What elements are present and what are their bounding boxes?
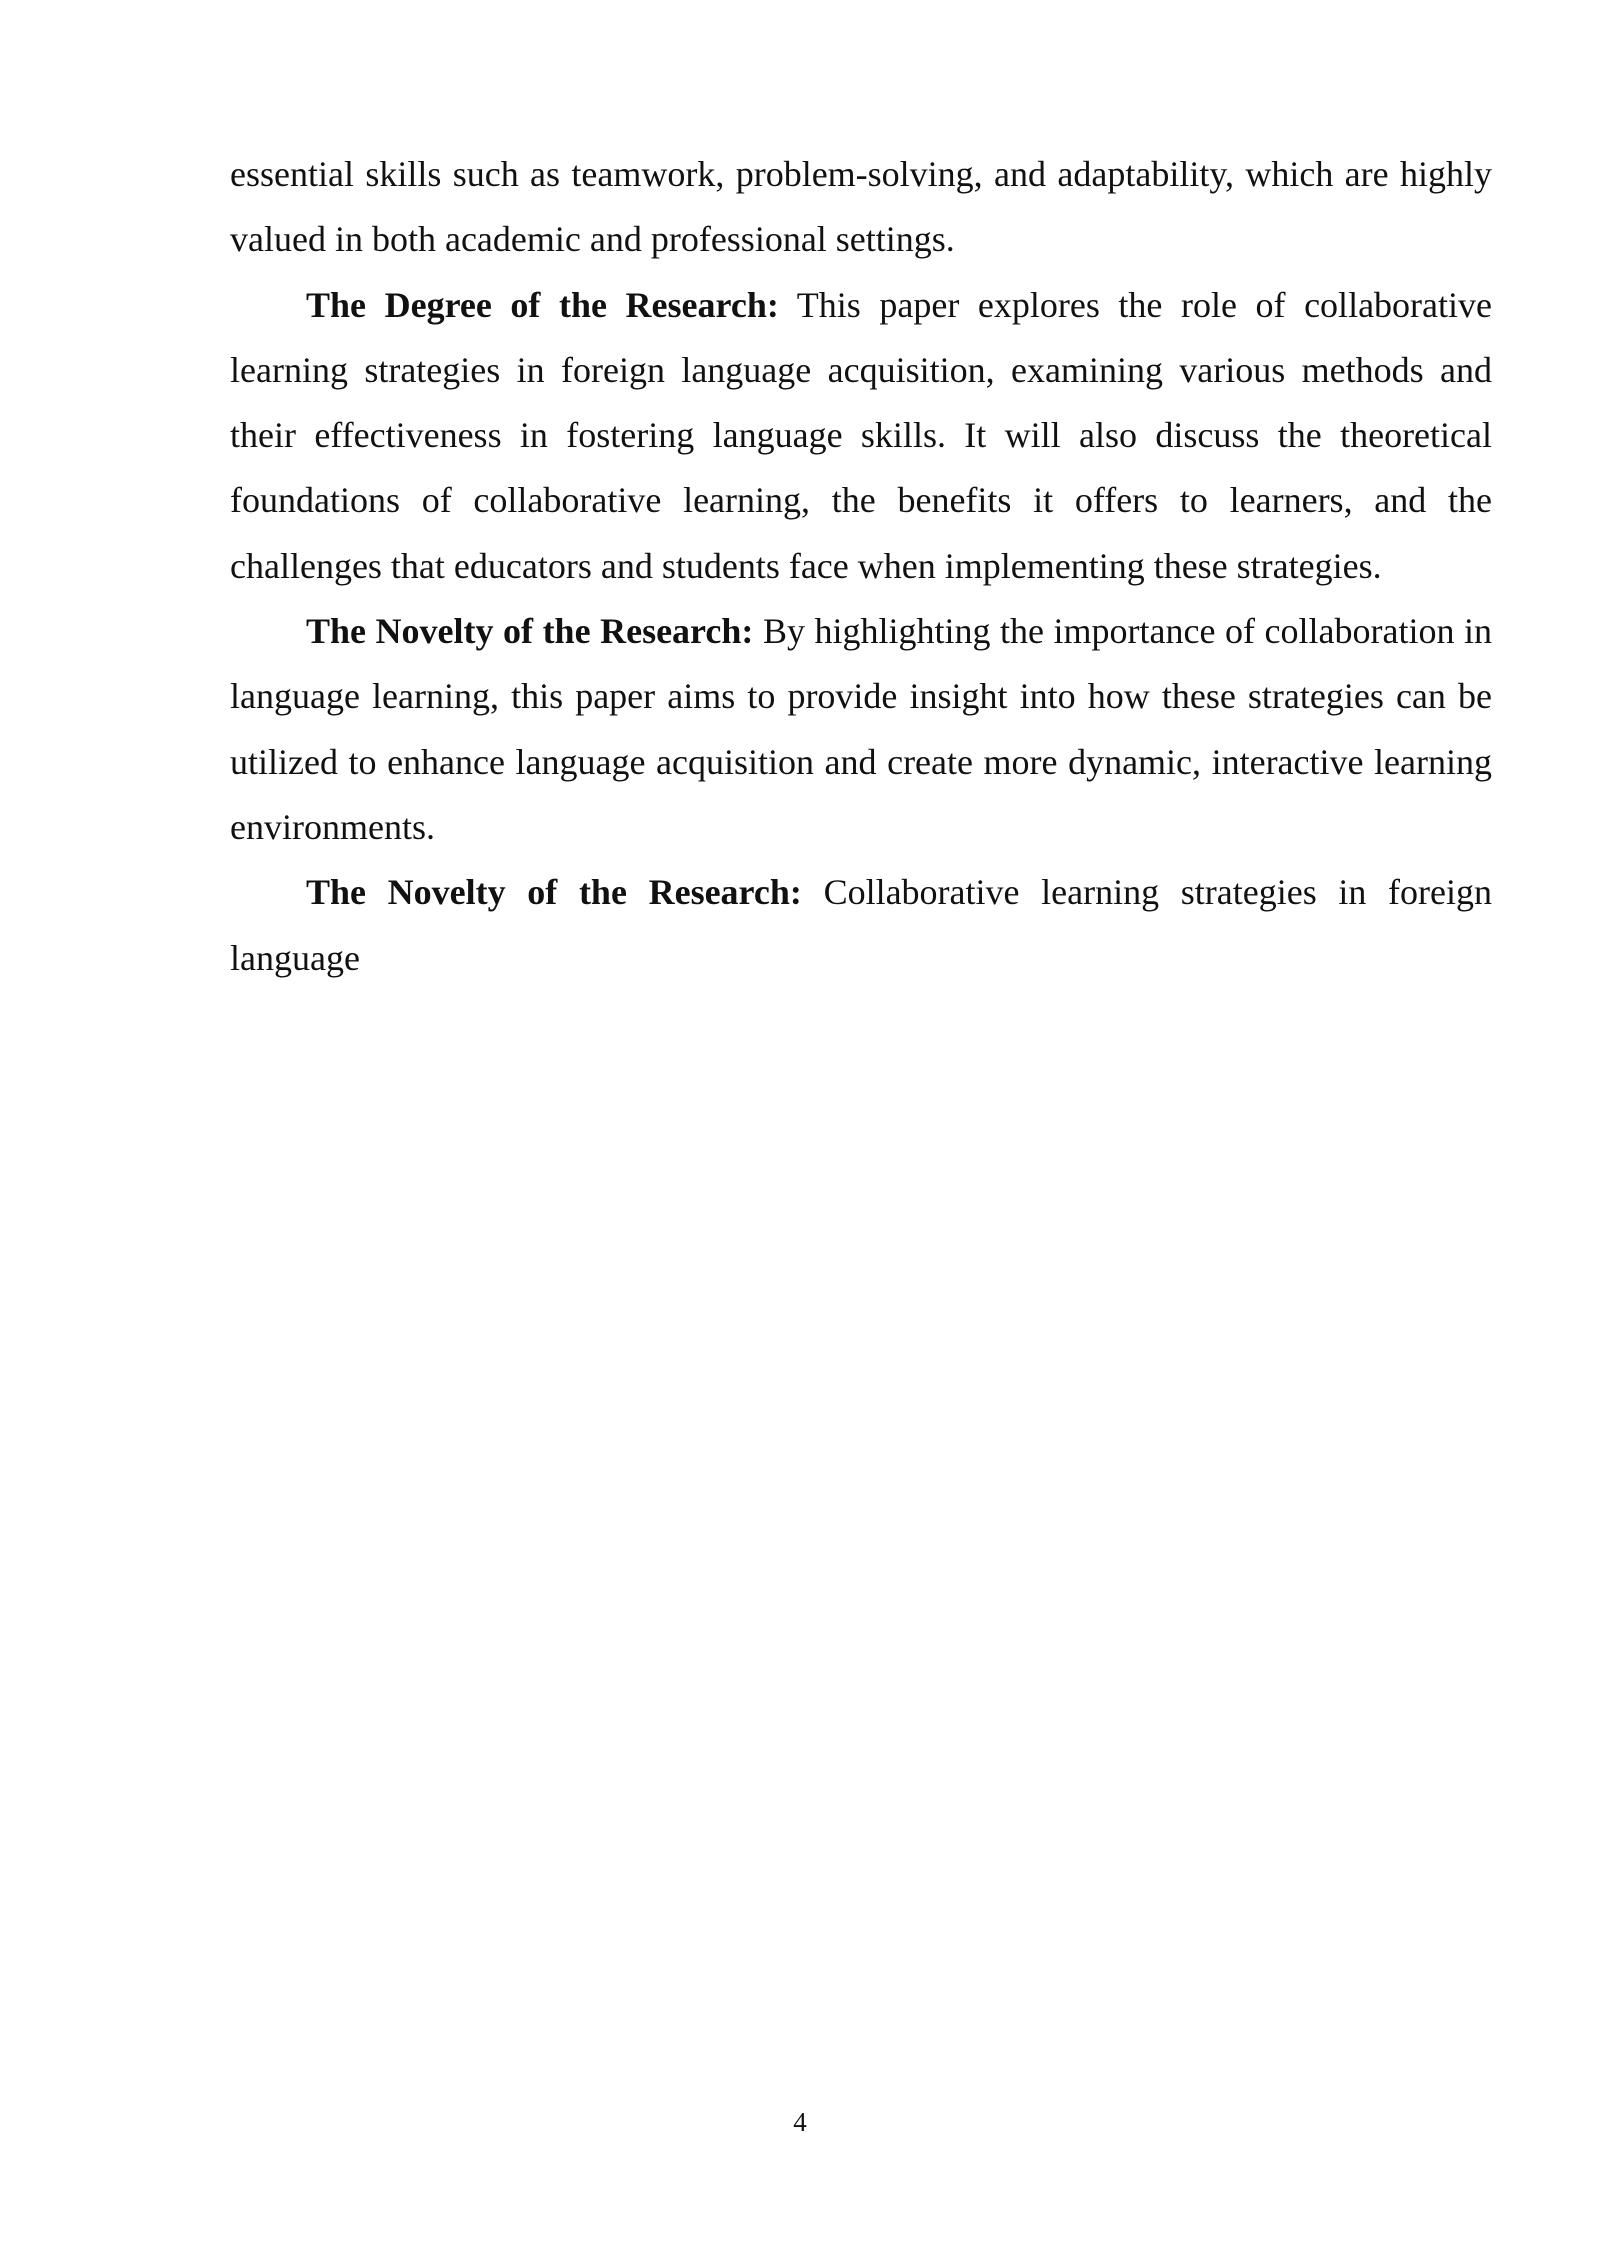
paragraph-degree-of-research (230, 273, 1492, 599)
paragraph-text: By highlighting the importance of collaboration in language learning, this paper aims to provide insight into how these strategies can be utilized to enhance language acquisition and create more dynamic, interactive learning environments. (230, 611, 1493, 847)
paragraph-novelty-of-research-2 (230, 860, 1492, 991)
paragraph-heading: The Degree of the Research: (306, 284, 779, 325)
paragraph-heading: The Novelty of the Research: (306, 872, 802, 913)
paragraph-novelty-of-research (230, 599, 1492, 860)
paragraph-heading: The Novelty of the Research: (306, 611, 754, 652)
paragraph-text: essential skills such as teamwork, problem-solving, and adaptability, which are highly valued in both academic and professional settings. (230, 154, 1492, 260)
paragraph-text: This paper explores the role of collaborative learning strategies in foreign language acquisition, examining various methods and their effectiveness in fostering language skills. It will also discuss the theoretical foundations of collaborative learning, the benefits it offers to learners, and the challenges that educators and students face when implementing these strategies. (230, 284, 1492, 586)
paragraph-text: Collaborative learning strategies in foreign language (230, 872, 1493, 978)
page-number: 4 (793, 2107, 807, 2137)
paragraph-continuation (230, 142, 1492, 273)
body-text (230, 142, 1492, 991)
